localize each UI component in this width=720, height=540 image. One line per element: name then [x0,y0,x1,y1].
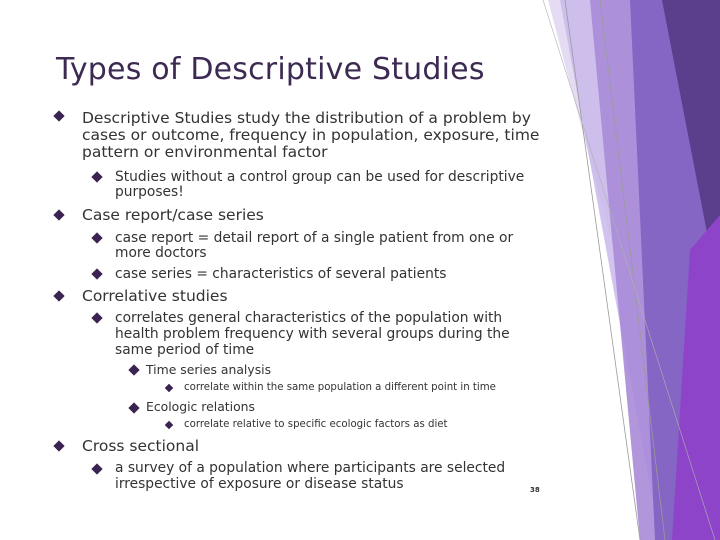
sub-bullet-correlates-line3: same period of time [115,342,255,358]
sub-bullet-time-series: Time series analysis [146,362,272,377]
sub-bullet-case-series: case series = characteristics of several patients [115,266,447,282]
page-number: 38 [530,486,540,494]
sub-bullet-survey-line2: irrespective of exposure or disease status [115,476,404,492]
sub-bullet-time-series-detail: correlate within the same population a different point in time [184,382,496,393]
bullet-correlative: Correlative studies [82,287,228,305]
bullet-cross-sectional: Cross sectional [82,437,200,455]
sub-bullet-case-report-line2: more doctors [115,245,207,261]
sub-bullet-survey-line1: a survey of a population where participants are selected [115,460,506,476]
bullet-descriptive-line3: pattern or environmental factor [82,143,328,161]
sub-bullet-ecologic: Ecologic relations [146,399,255,414]
sub-bullet-no-control-line2: purposes! [115,184,184,200]
bullet-case-report: Case report/case series [82,206,264,224]
sub-bullet-correlates-line1: correlates general characteristics of the population with [115,310,503,326]
sub-bullet-no-control-line1: Studies without a control group can be used for descriptive [115,169,525,185]
bullet-descriptive-line1: Descriptive Studies study the distribution of a problem by [82,109,531,127]
sub-bullet-ecologic-detail: correlate relative to specific ecologic factors as diet [184,419,448,430]
sub-bullet-case-report-line1: case report = detail report of a single patient from one or [115,230,514,246]
sub-bullet-correlates-line2: health problem frequency with several groups during the [115,326,510,342]
slide-title: Types of Descriptive Studies [56,52,485,87]
bullet-descriptive-line2: cases or outcome, frequency in population, exposure, time [82,126,540,144]
